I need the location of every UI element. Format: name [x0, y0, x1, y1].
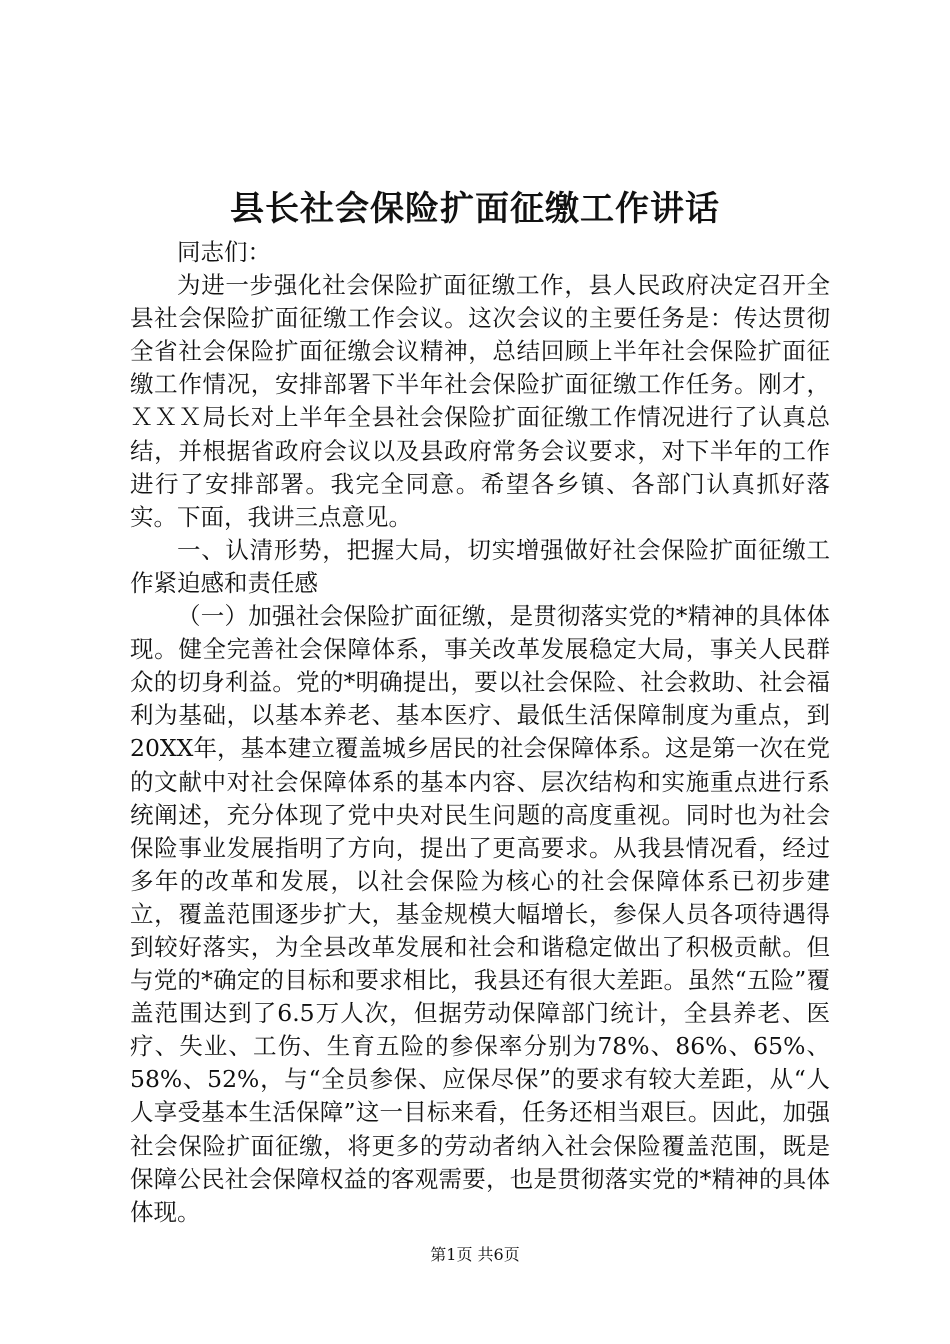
paragraph-intro: 为进一步强化社会保险扩面征缴工作，县人民政府决定召开全县社会保险扩面征缴工作会议。这次会议的主要任务是：传达贯彻全省社会保险扩面征缴会议精神，总结回顾上半年社会保险扩面征缴工作情况，安排部署下半年社会保险扩面征缴工作任务。刚才，ＸＸＸ局长对上半年全县社会保险扩面征缴工作情况进行了认真总结，并根据省政府会议以及县政府常务会议要求，对下半年的工作进行了安排部署。我完全同意。希望各乡镇、各部门认真抓好落实。下面，我讲三点意见。 — [130, 271, 830, 531]
section-heading-1: 一、认清形势，把握大局，切实增强做好社会保险扩面征缴工作紧迫感和责任感 — [130, 535, 830, 597]
paragraph-subsection-1: （一）加强社会保险扩面征缴，是贯彻落实党的*精神的具体体现。健全完善社会保障体系，事关改革发展稳定大局，事关人民群众的切身利益。党的*明确提出，要以社会保险、社会救助、社会福利为基础，以基本养老、基本医疗、最低生活保障制度为重点，到20XX年，基本建立覆盖城乡居民的社会保障体系。这是第一次在党的文献中对社会保障体系的基本内容、层次结构和实施重点进行系统阐述，充分体现了党中央对民生问题的高度重视。同时也为社会保险事业发展指明了方向，提出了更高要求。从我县情况看，经过多年的改革和发展，以社会保险为核心的社会保障体系已初步建立，覆盖范围逐步扩大，基金规模大幅增长，参保人员各项待遇得到较好落实，为全县改革发展和社会和谐稳定做出了积极贡献。但与党的*确定的目标和要求相比，我县还有很大差距。虽然“五险”覆盖范围达到了6.5万人次，但据劳动保障部门统计，全县养老、医疗、失业、工伤、生育五险的参保率分别为78%、86%、65%、58%、52%，与“全员参保、应保尽保”的要求有较大差距，从“人人享受基本生活保障”这一目标来看，任务还相当艰巨。因此，加强社会保险扩面征缴，将更多的劳动者纳入社会保险覆盖范围，既是保障公民社会保障权益的客观需要，也是贯彻落实党的*精神的具体体现。 — [130, 602, 830, 1226]
document-title: 县长社会保险扩面征缴工作讲话 — [230, 189, 720, 229]
page-footer: 第1页 共6页 — [430, 1245, 520, 1264]
document-body — [130, 236, 830, 1229]
salutation: 同志们： — [177, 238, 271, 266]
